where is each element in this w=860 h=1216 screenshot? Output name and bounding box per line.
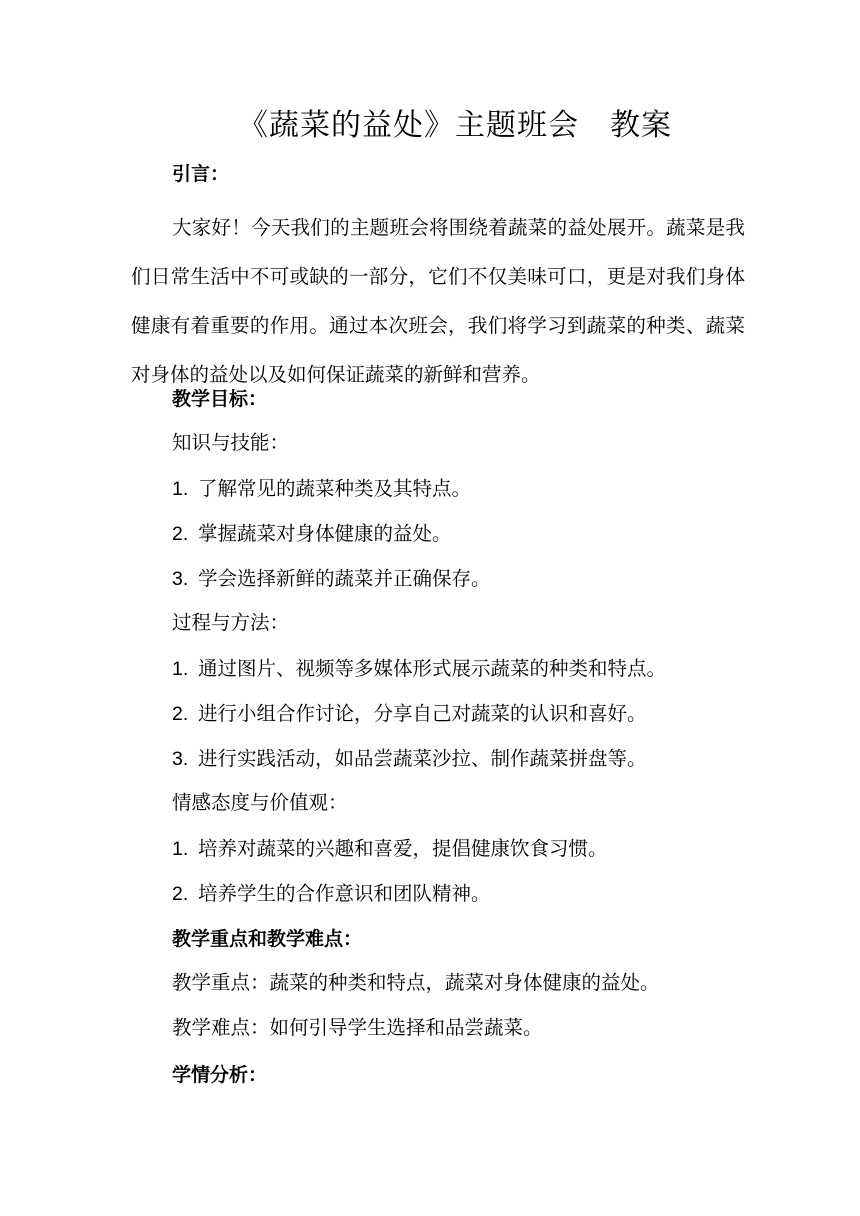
knowledge-item-3 [172,565,491,593]
difficulty-text: 教学难点：如何引导学生选择和品尝蔬菜。 [172,1016,543,1039]
process-item-1 [172,655,666,683]
process-item-3 [172,745,647,773]
intro-heading: 引言： [172,163,230,185]
knowledge-item-2 [172,520,452,548]
list-text: 培养对蔬菜的兴趣和喜爱，提倡健康饮食习惯。 [198,837,608,860]
document-title: 《蔬菜的益处》主题班会 教案 [238,108,672,143]
key-point-text: 教学重点：蔬菜的种类和特点，蔬菜对身体健康的益处。 [172,971,660,994]
keypoints-heading: 教学重点和教学难点： [172,928,363,950]
list-number: 2. [172,523,189,545]
list-number: 2. [172,703,189,725]
list-text: 掌握蔬菜对身体健康的益处。 [198,522,452,545]
emotion-item-2 [172,880,491,908]
list-number: 2. [172,883,189,905]
list-number: 1. [172,658,189,680]
emotion-heading: 情感态度与价值观： [172,791,348,814]
list-number: 3. [172,568,189,590]
list-text: 进行实践活动，如品尝蔬菜沙拉、制作蔬菜拼盘等。 [198,747,647,770]
list-text: 培养学生的合作意识和团队精神。 [198,882,491,905]
list-text: 通过图片、视频等多媒体形式展示蔬菜的种类和特点。 [198,657,667,680]
list-text: 了解常见的蔬菜种类及其特点。 [198,477,472,500]
list-number: 1. [172,478,189,500]
intro-paragraph: 大家好！今天我们的主题班会将围绕着蔬菜的益处展开。蔬菜是我们日常生活中不可或缺的一部分，它们不仅美味可口，更是对我们身体健康有着重要的作用。通过本次班会，我们将学习到蔬菜的种类、蔬菜对身体的益处以及如何保证蔬菜的新鲜和营养。 [131,216,745,386]
process-item-2 [172,700,647,728]
process-heading: 过程与方法： [172,611,290,634]
list-number: 3. [172,748,189,770]
emotion-item-1 [172,835,608,863]
goals-heading: 教学目标： [172,388,268,410]
list-text: 学会选择新鲜的蔬菜并正确保存。 [198,567,491,590]
knowledge-heading: 知识与技能： [172,431,290,454]
list-text: 进行小组合作讨论，分享自己对蔬菜的认识和喜好。 [198,702,647,725]
analysis-heading: 学情分析： [172,1064,268,1086]
knowledge-item-1 [172,475,471,503]
list-number: 1. [172,838,189,860]
